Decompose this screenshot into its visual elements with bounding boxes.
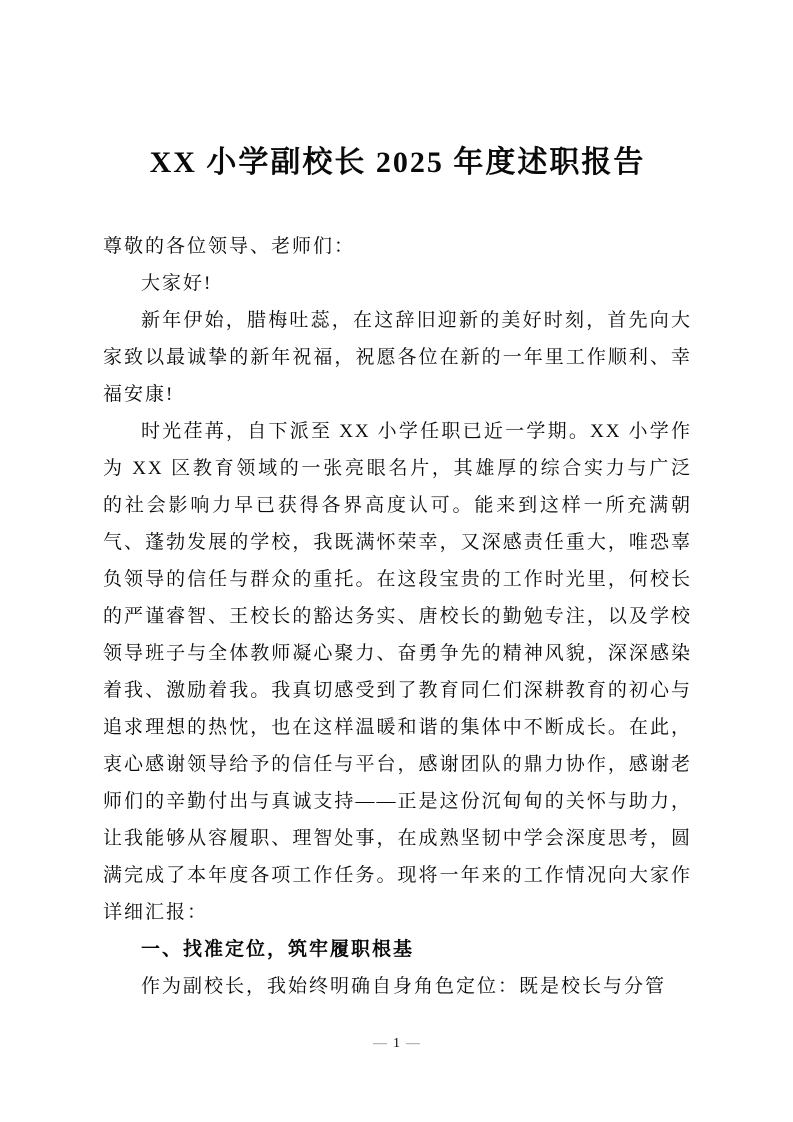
paragraph: 作为副校长，我始终明确自身角色定位：既是校长与分管 xyxy=(141,976,667,997)
paragraph: 时光荏苒，自下派至 XX 小学任职已近一学期。XX 小学作为 XX 区教育领域的一张亮眼名片，其雄厚的综合实力与广泛的社会影响力早已获得各界高度认可。能来到这样一所充满朝气、蓬勃发展的学校，我既满怀荣幸，又深感责任重大，唯恐辜负领导的信任与群众的重托。在这段宝贵的工作时光里，何校长的严谨睿智、王校长的豁达务实、唐校长的勤勉专注，以及学校领导班子与全体教师凝心聚力、奋勇争先的精神风貌，深深感染着我、激励着我。我真切感受到了教育同仁们深耕教育的初心与追求理想的热忱，也在这样温暖和谐的集体中不断成长。在此，衷心感谢领导给予的信任与平台，感谢团队的鼎力协作，感谢老师们的辛勤付出与真诚支持——正是这份沉甸甸的关怀与助力，让我能够从容履职、理智处事，在成熟坚韧中学会深度思考，圆满完成了本年度各项工作任务。现将一年来的工作情况向大家作详细汇报： xyxy=(103,421,692,923)
document-title: XX 小学副校长 2025 年度述职报告 xyxy=(149,146,646,179)
salutation-paragraph: 尊敬的各位领导、老师们： xyxy=(103,236,356,257)
page-number: 1 xyxy=(393,1036,400,1051)
footer-dash-right: — xyxy=(406,1036,420,1051)
greeting-paragraph: 大家好! xyxy=(141,273,213,294)
paragraph: 新年伊始，腊梅吐蕊，在这辞旧迎新的美好时刻，首先向大家致以最诚挚的新年祝福，祝愿各位在新的一年里工作顺利、幸福安康! xyxy=(103,310,692,405)
section-heading: 一、找准定位，筑牢履职根基 xyxy=(141,939,415,960)
page-footer xyxy=(0,1034,793,1054)
footer-dash-left: — xyxy=(373,1036,387,1051)
document-body xyxy=(103,228,692,1005)
